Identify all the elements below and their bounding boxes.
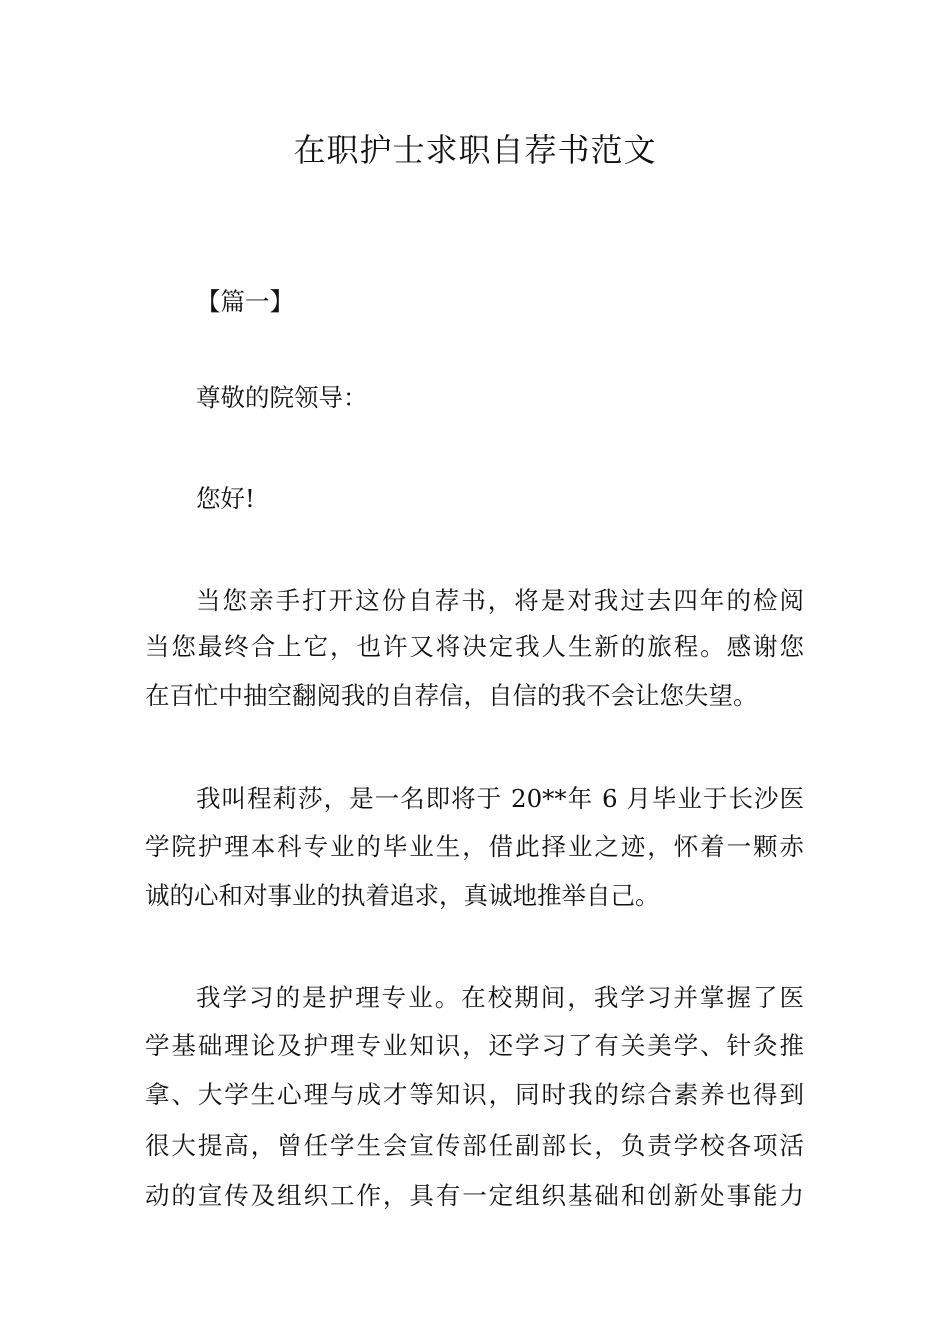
paragraph-3-line-4: 很大提高，曾任学生会宣传部任副部长，负责学校各项活 (145, 1131, 804, 1160)
salutation: 尊敬的院领导： (196, 383, 368, 412)
paragraph-1-line-2: 当您最终合上它，也许又将决定我人生新的旅程。感谢您 (145, 632, 804, 661)
paragraph-1-line-3: 在百忙中抽空翻阅我的自荐信，自信的我不会让您失望。 (145, 681, 758, 710)
greeting: 您好! (196, 484, 255, 513)
paragraph-1-line-1: 当您亲手打开这份自荐书，将是对我过去四年的检阅 (196, 586, 804, 615)
paragraph-3-line-2: 学基础理论及护理专业知识，还学习了有关美学、针灸推 (145, 1031, 804, 1060)
document-title: 在职护士求职自荐书范文 (293, 131, 657, 169)
paragraph-2-line-1: 我叫程莉莎，是一名即将于 20**年 6 月毕业于长沙医 (196, 784, 804, 813)
section-label: 【篇一】 (196, 287, 294, 316)
paragraph-3-line-5: 动的宣传及组织工作，具有一定组织基础和创新处事能力 (145, 1181, 804, 1210)
paragraph-2-line-3: 诚的心和对事业的执着追求，真诚地推举自己。 (145, 881, 660, 910)
paragraph-3-line-1: 我学习的是护理专业。在校期间，我学习并掌握了医 (196, 983, 804, 1012)
paragraph-3-line-3: 拿、大学生心理与成才等知识，同时我的综合素养也得到 (145, 1080, 804, 1109)
paragraph-2-line-2: 学院护理本科专业的毕业生，借此择业之迹，怀着一颗赤 (145, 832, 804, 861)
